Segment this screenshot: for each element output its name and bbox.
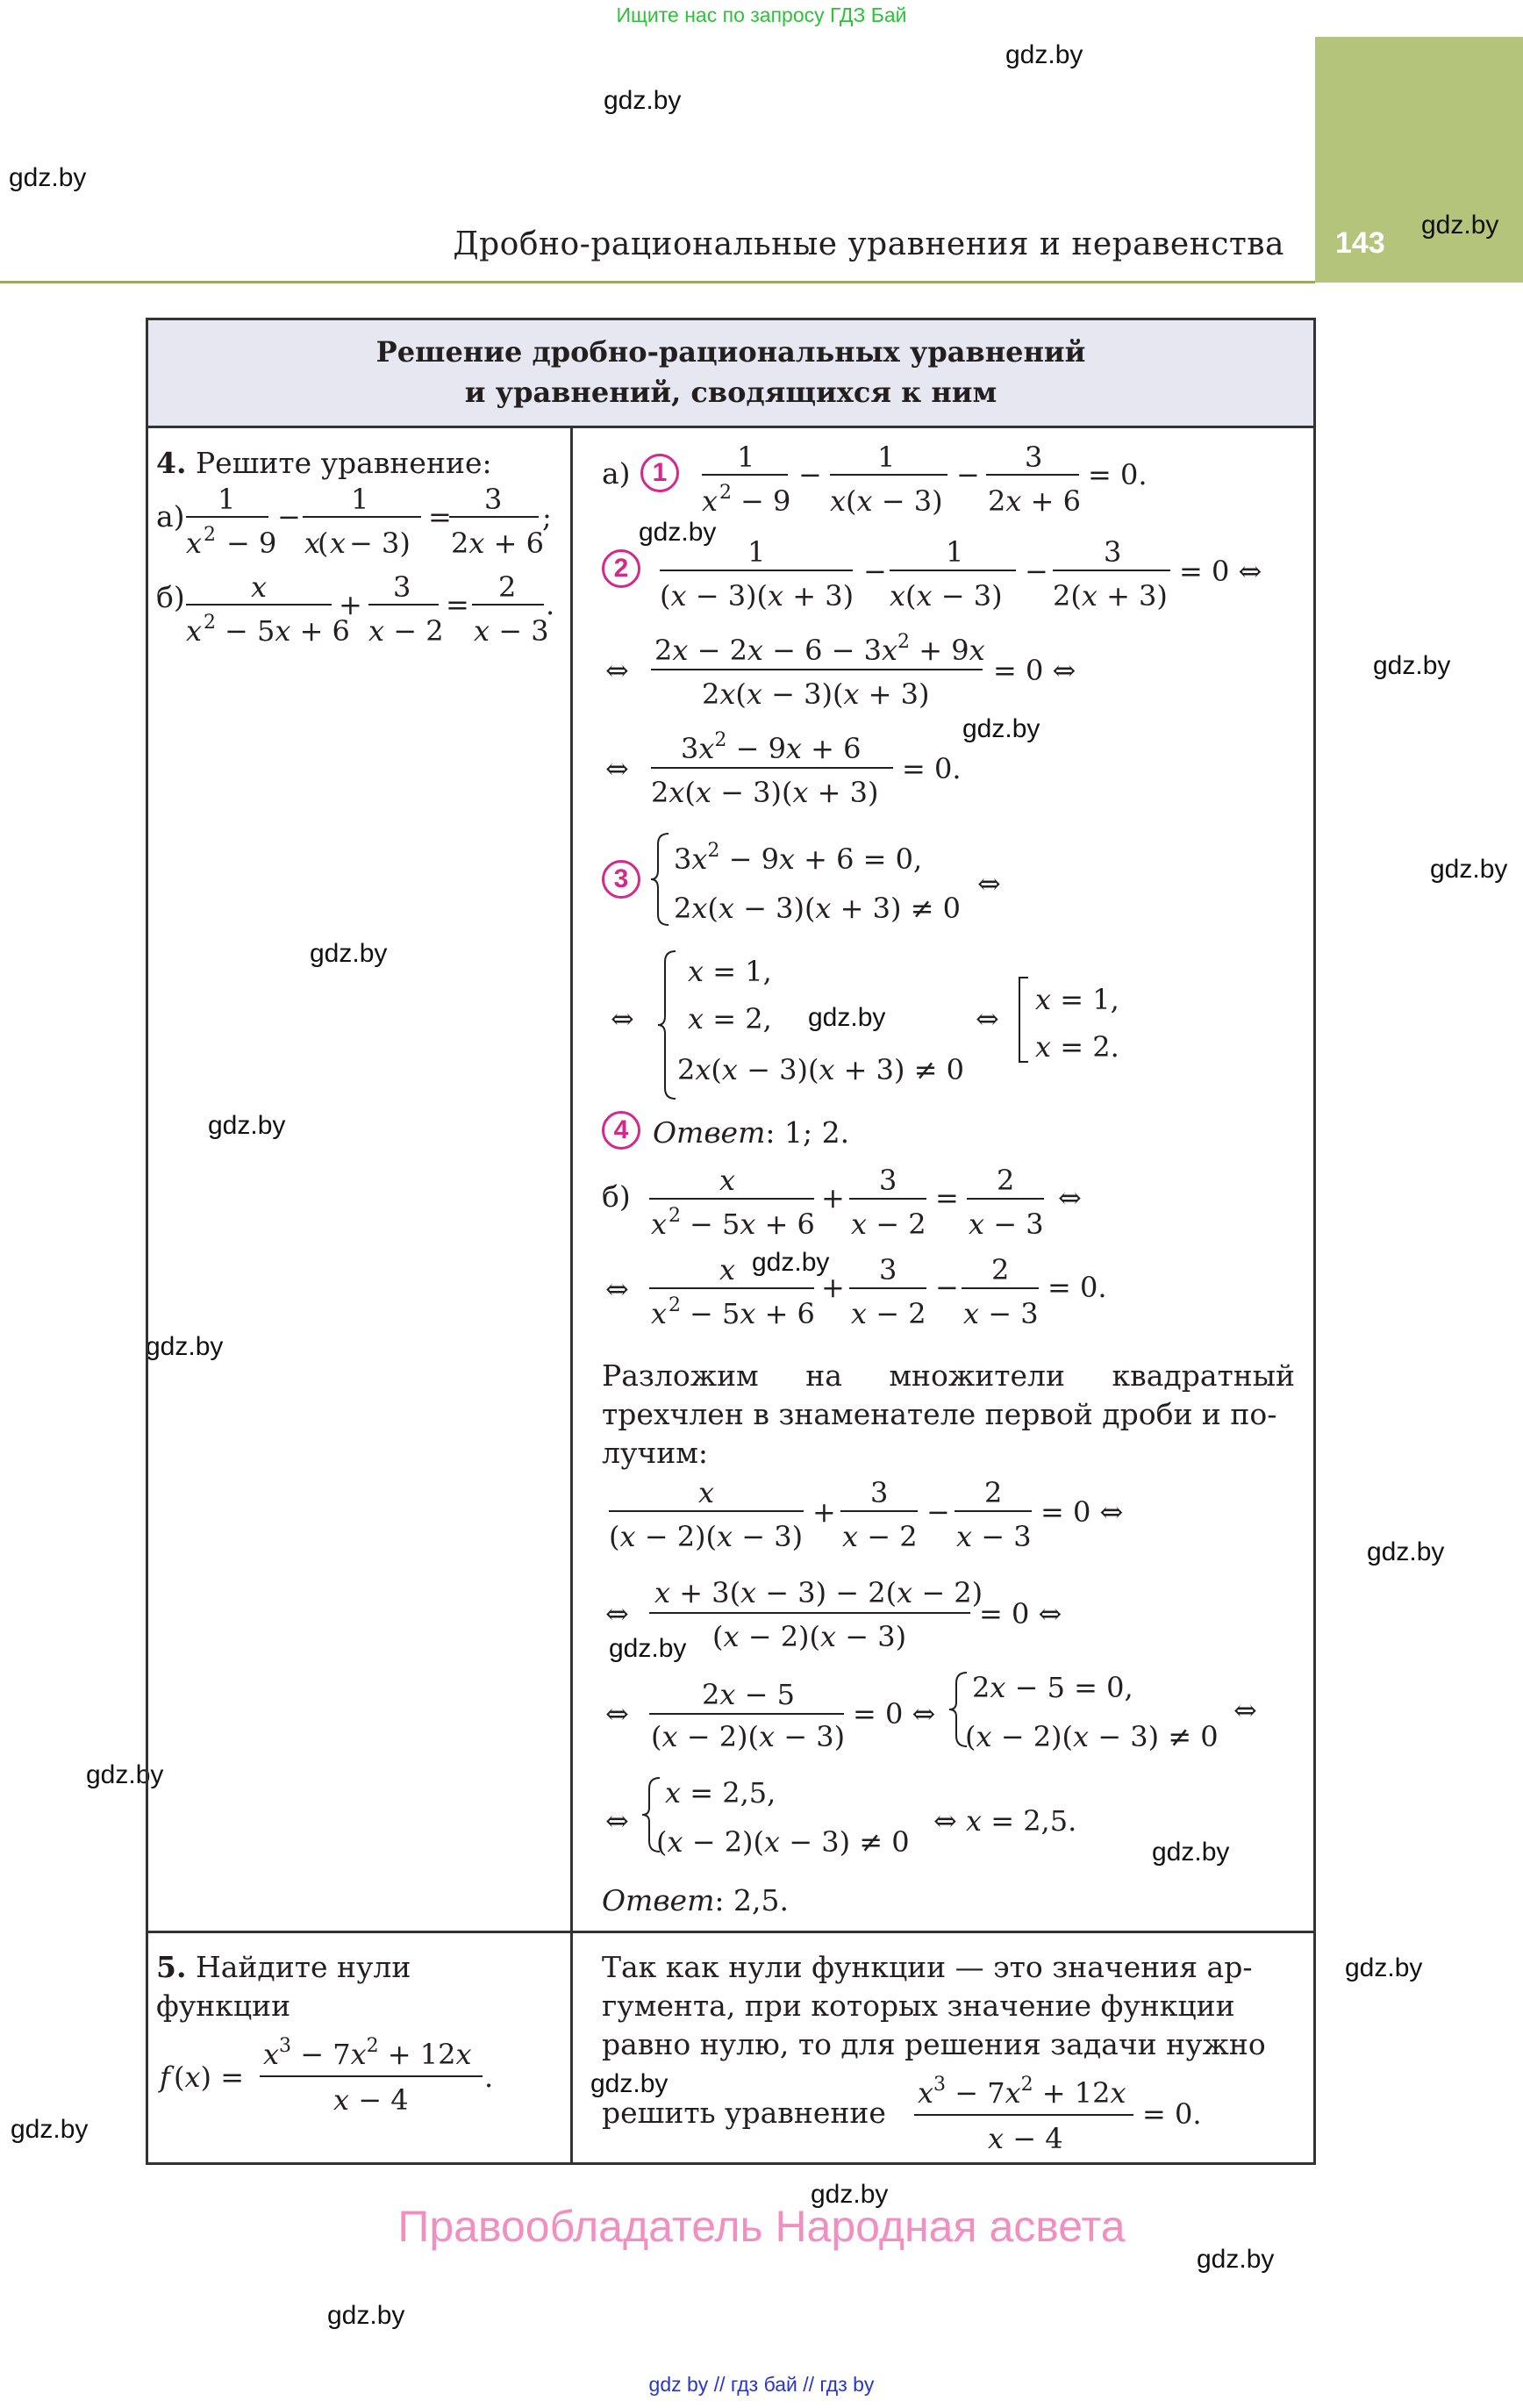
page-number: 143 (1335, 226, 1385, 260)
svg-text:1: 1 (747, 535, 766, 569)
watermark: gdz.by (808, 1003, 886, 1032)
svg-text:x − 4: x − 4 (988, 2122, 1063, 2155)
svg-text:x − 3: x − 3 (956, 1520, 1032, 1553)
svg-text:2x − 5: 2x − 5 (702, 1678, 795, 1711)
svg-text:+: + (821, 1181, 845, 1215)
svg-text:= 0.: = 0. (902, 752, 962, 785)
svg-text:3: 3 (1104, 535, 1122, 569)
svg-text:x = 2.: x = 2. (1035, 1030, 1119, 1064)
task4-number: 4. (156, 446, 187, 480)
answer-label: Ответ (653, 1115, 766, 1150)
svg-text:.: . (484, 2060, 494, 2094)
svg-text:x: x (330, 527, 347, 560)
page-title: Дробно-рациональные уравнения и неравенства (453, 226, 1284, 262)
svg-text:−: − (798, 458, 822, 491)
svg-text:x = 1,: x = 1, (688, 955, 772, 988)
svg-text:−: − (935, 1271, 959, 1304)
svg-text:= 0.: = 0. (1142, 2097, 1202, 2131)
svg-text:=: = (428, 500, 452, 534)
svg-text:3: 3 (393, 570, 411, 604)
watermark: gdz.by (86, 1760, 164, 1789)
step-1-marker: 1 (640, 454, 679, 492)
svg-text:x − 2: x − 2 (851, 1208, 926, 1241)
svg-text:= 0.: = 0. (1048, 1271, 1107, 1304)
svg-text:⇔: ⇔ (977, 867, 1001, 900)
task5-prompt-line2: функции (156, 1989, 291, 2023)
task4-label-b: б) (156, 580, 185, 614)
answer-a-value: : 1; 2. (765, 1115, 850, 1150)
svg-text:=: = (446, 588, 469, 621)
svg-text:⇔: ⇔ (1233, 1694, 1257, 1727)
svg-text:⇔ x = 2,5.: ⇔ x = 2,5. (933, 1804, 1077, 1838)
svg-text:⇔: ⇔ (976, 1002, 999, 1036)
watermark: gdz.by (327, 2301, 405, 2330)
watermark: gdz.by (1373, 651, 1451, 680)
watermark: gdz.by (752, 1248, 830, 1277)
watermark: gdz.by (609, 1634, 687, 1663)
svg-text:2: 2 (719, 482, 732, 504)
copyright-notice: Правообладатель Народная асвета (397, 2202, 1126, 2251)
solution-a-label: а) (602, 456, 631, 491)
svg-text:(x − 2)(x − 3) ≠ 0: (x − 2)(x − 3) ≠ 0 (656, 1825, 910, 1859)
svg-text:2x − 5 = 0,: 2x − 5 = 0, (972, 1671, 1133, 1704)
svg-text:3: 3 (879, 1164, 897, 1197)
task4-label-a: а) (156, 499, 185, 534)
svg-text:x: x (304, 527, 321, 560)
svg-text:3: 3 (870, 1476, 889, 1509)
svg-text:− 3): − 3) (349, 527, 411, 560)
step-3-marker: 3 (602, 860, 640, 899)
watermark: gdz.by (1152, 1838, 1230, 1867)
svg-text:x: x (698, 1476, 715, 1509)
factor-text-line2: трехчлен в знаменателе первой дроби и по- (602, 1397, 1277, 1431)
svg-text:2: 2 (204, 612, 216, 634)
solution5-line3: равно нулю, то для решения задачи нужно (602, 2027, 1266, 2061)
svg-text:− 9: − 9 (740, 484, 791, 518)
svg-text:2x(x − 3)(x + 3) ≠ 0: 2x(x − 3)(x + 3) ≠ 0 (677, 1053, 964, 1086)
top-search-banner[interactable]: Ищите нас по запросу ГДЗ Бай (616, 4, 907, 26)
svg-text:x: x (702, 484, 719, 518)
watermark: gdz.by (639, 518, 717, 547)
svg-text:x + 3(x − 3) − 2(x − 2): x + 3(x − 3) − 2(x − 2) (654, 1576, 983, 1609)
step-2-marker: 2 (602, 549, 640, 588)
svg-text:x = 2,: x = 2, (688, 1002, 772, 1036)
watermark: gdz.by (310, 939, 388, 968)
svg-text:x − 2: x − 2 (842, 1520, 918, 1553)
svg-text:= 0 ⇔: = 0 ⇔ (1179, 555, 1262, 588)
svg-text:x3 − 7x2 + 12x: $x^3 - 7x^2 + 12x$ (918, 2074, 1126, 2110)
svg-text:⇔: ⇔ (605, 1804, 629, 1838)
svg-text:2: 2 (997, 1164, 1015, 1197)
watermark: gdz.by (962, 714, 1040, 743)
watermark: gdz.by (1197, 2245, 1275, 2274)
svg-text:(x − 2)(x − 3): (x − 2)(x − 3) (609, 1520, 804, 1553)
svg-text:3: 3 (484, 483, 503, 516)
svg-text:3: 3 (1025, 441, 1043, 474)
svg-text:−: − (956, 458, 980, 491)
step-4-marker: 4 (602, 1111, 640, 1150)
svg-text:2: 2 (498, 570, 517, 604)
svg-text:x(x − 3): x(x − 3) (830, 484, 943, 518)
svg-text:2: 2 (204, 524, 216, 546)
svg-text:x: x (651, 1297, 668, 1330)
solution5-last-line: решить уравнение (602, 2096, 886, 2130)
svg-text:2: 2 (991, 1253, 1010, 1286)
svg-text:(x − 2)(x − 3) ≠ 0: (x − 2)(x − 3) ≠ 0 (965, 1720, 1219, 1753)
watermark: gdz.by (208, 1111, 286, 1140)
svg-text:2x(x − 3)(x + 3): 2x(x − 3)(x + 3) (702, 677, 930, 711)
svg-text:2: 2 (669, 1294, 681, 1316)
svg-text:=: = (935, 1181, 959, 1215)
svg-text:= 0 ⇔: = 0 ⇔ (993, 654, 1076, 687)
svg-text:1: 1 (877, 441, 896, 474)
svg-text:1: 1 (218, 483, 236, 516)
svg-text:+: + (812, 1495, 836, 1529)
svg-text:= 0 ⇔: = 0 ⇔ (853, 1697, 936, 1731)
svg-text:x − 3: x − 3 (963, 1297, 1039, 1330)
solution5-line1: Так как нули функции — это значения ар- (602, 1950, 1253, 1984)
watermark: gdz.by (1345, 1953, 1423, 1982)
svg-text:x3 − 7x2 + 12x: $x^3 - 7x^2 + 12x$ (263, 2035, 472, 2071)
svg-text:− 5x + 6: − 5x + 6 (690, 1297, 815, 1330)
svg-text:x: x (186, 527, 203, 560)
watermark: gdz.by (590, 2069, 669, 2098)
svg-text:2x − 2x − 6 − 3x2 + 9x: $2x - 2x - 6 - 3x^2 + 9x$ (654, 631, 985, 667)
factor-text-line1: Разложим на множители квадратный (602, 1358, 1295, 1393)
svg-text:x(x − 3): x(x − 3) (890, 579, 1003, 613)
task4-prompt: Решите уравнение: (195, 446, 492, 480)
svg-text:1: 1 (351, 483, 369, 516)
svg-text:2: 2 (984, 1476, 1003, 1509)
footer-links[interactable]: gdz by // гдз бай // гдз by (648, 2373, 875, 2396)
svg-text:−: − (1025, 555, 1048, 588)
task5-number: 5. (156, 1950, 187, 1984)
table-header-line2: и уравнений, сводящихся к ним (464, 376, 997, 409)
watermark: gdz.by (146, 1332, 224, 1361)
svg-text:−: − (277, 500, 301, 534)
watermark: gdz.by (1430, 855, 1508, 884)
svg-text:− 5x + 6: − 5x + 6 (690, 1208, 815, 1241)
watermark: gdz.by (1005, 40, 1083, 69)
solution5-line2: гумента, при которых значение функции (602, 1989, 1235, 2023)
svg-text:x − 3: x − 3 (474, 614, 549, 648)
svg-text:2: 2 (669, 1205, 681, 1227)
svg-text:= 0 ⇔: = 0 ⇔ (979, 1597, 1062, 1630)
svg-text:.: . (546, 588, 555, 621)
svg-text:1: 1 (946, 535, 964, 569)
svg-text:− 5x + 6: − 5x + 6 (225, 614, 350, 648)
answer-b-value: : 2,5. (714, 1883, 789, 1917)
svg-text:⇔: ⇔ (605, 1697, 629, 1731)
svg-text:x: x (651, 1208, 668, 1241)
svg-text:x − 4: x − 4 (333, 2083, 409, 2117)
watermark: gdz.by (1421, 211, 1499, 240)
svg-text:(x − 3)(x + 3): (x − 3)(x + 3) (660, 579, 854, 613)
watermark: gdz.by (604, 86, 682, 115)
svg-text:(x − 2)(x − 3): (x − 2)(x − 3) (712, 1620, 907, 1653)
svg-text:2x + 6: 2x + 6 (988, 484, 1081, 518)
svg-text:2x(x − 3)(x + 3) ≠ 0: 2x(x − 3)(x + 3) ≠ 0 (674, 892, 961, 925)
svg-text:x = 1,: x = 1, (1035, 983, 1119, 1016)
svg-text:⇔: ⇔ (605, 654, 629, 687)
svg-text:x: x (251, 570, 268, 604)
factor-text-line3: лучим: (602, 1436, 708, 1470)
svg-text:x: x (186, 614, 203, 648)
watermark: gdz.by (1367, 1537, 1445, 1566)
svg-text:⇔: ⇔ (605, 1597, 629, 1630)
svg-text:−: − (863, 555, 887, 588)
svg-text:= 0 ⇔: = 0 ⇔ (1040, 1495, 1124, 1529)
solution-b-label: б) (602, 1179, 631, 1214)
svg-text:x: x (719, 1253, 736, 1286)
svg-text:x = 2,5,: x = 2,5, (665, 1776, 776, 1810)
svg-text:− 9: − 9 (226, 527, 277, 560)
svg-text:x − 2: x − 2 (368, 614, 444, 648)
svg-text:+: + (339, 588, 362, 621)
svg-text:1: 1 (737, 441, 755, 474)
svg-text:f: f (160, 2060, 170, 2094)
answer-label: Ответ (602, 1883, 715, 1917)
svg-text:2x + 6: 2x + 6 (451, 527, 544, 560)
svg-text:⇔: ⇔ (605, 752, 629, 785)
svg-text:(x − 2)(x − 3): (x − 2)(x − 3) (651, 1720, 846, 1753)
svg-text:2x(x − 3)(x + 3): 2x(x − 3)(x + 3) (651, 776, 879, 809)
svg-text:x − 3: x − 3 (969, 1208, 1044, 1241)
svg-text:3x2 − 9x + 6 = 0,: $3x^2 - 9x + 6 = 0$, (674, 840, 923, 876)
svg-text:= 0.: = 0. (1088, 458, 1148, 491)
svg-text:x − 2: x − 2 (851, 1297, 926, 1330)
svg-text:⇔: ⇔ (1058, 1181, 1082, 1215)
table-header-line1: Решение дробно-рациональных уравнений (375, 335, 1086, 369)
watermark: gdz.by (811, 2180, 889, 2209)
svg-text:2(x + 3): 2(x + 3) (1053, 579, 1168, 613)
svg-text:(: ( (318, 527, 329, 560)
svg-text:−: − (926, 1495, 950, 1529)
svg-text:;: ; (542, 500, 552, 534)
svg-text:⇔: ⇔ (605, 1272, 629, 1306)
watermark: gdz.by (11, 2115, 89, 2144)
svg-text:(x) =: (x) = (174, 2060, 244, 2094)
task5-prompt-line1: Найдите нули (195, 1950, 411, 1984)
svg-text:⇔: ⇔ (611, 1002, 634, 1036)
svg-text:3: 3 (879, 1253, 897, 1286)
svg-text:x: x (719, 1164, 736, 1197)
svg-text:3x2 − 9x + 6: $3x^2 - 9x + 6$ (681, 729, 862, 765)
svg-text:+: + (821, 1271, 845, 1304)
watermark: gdz.by (9, 163, 87, 192)
